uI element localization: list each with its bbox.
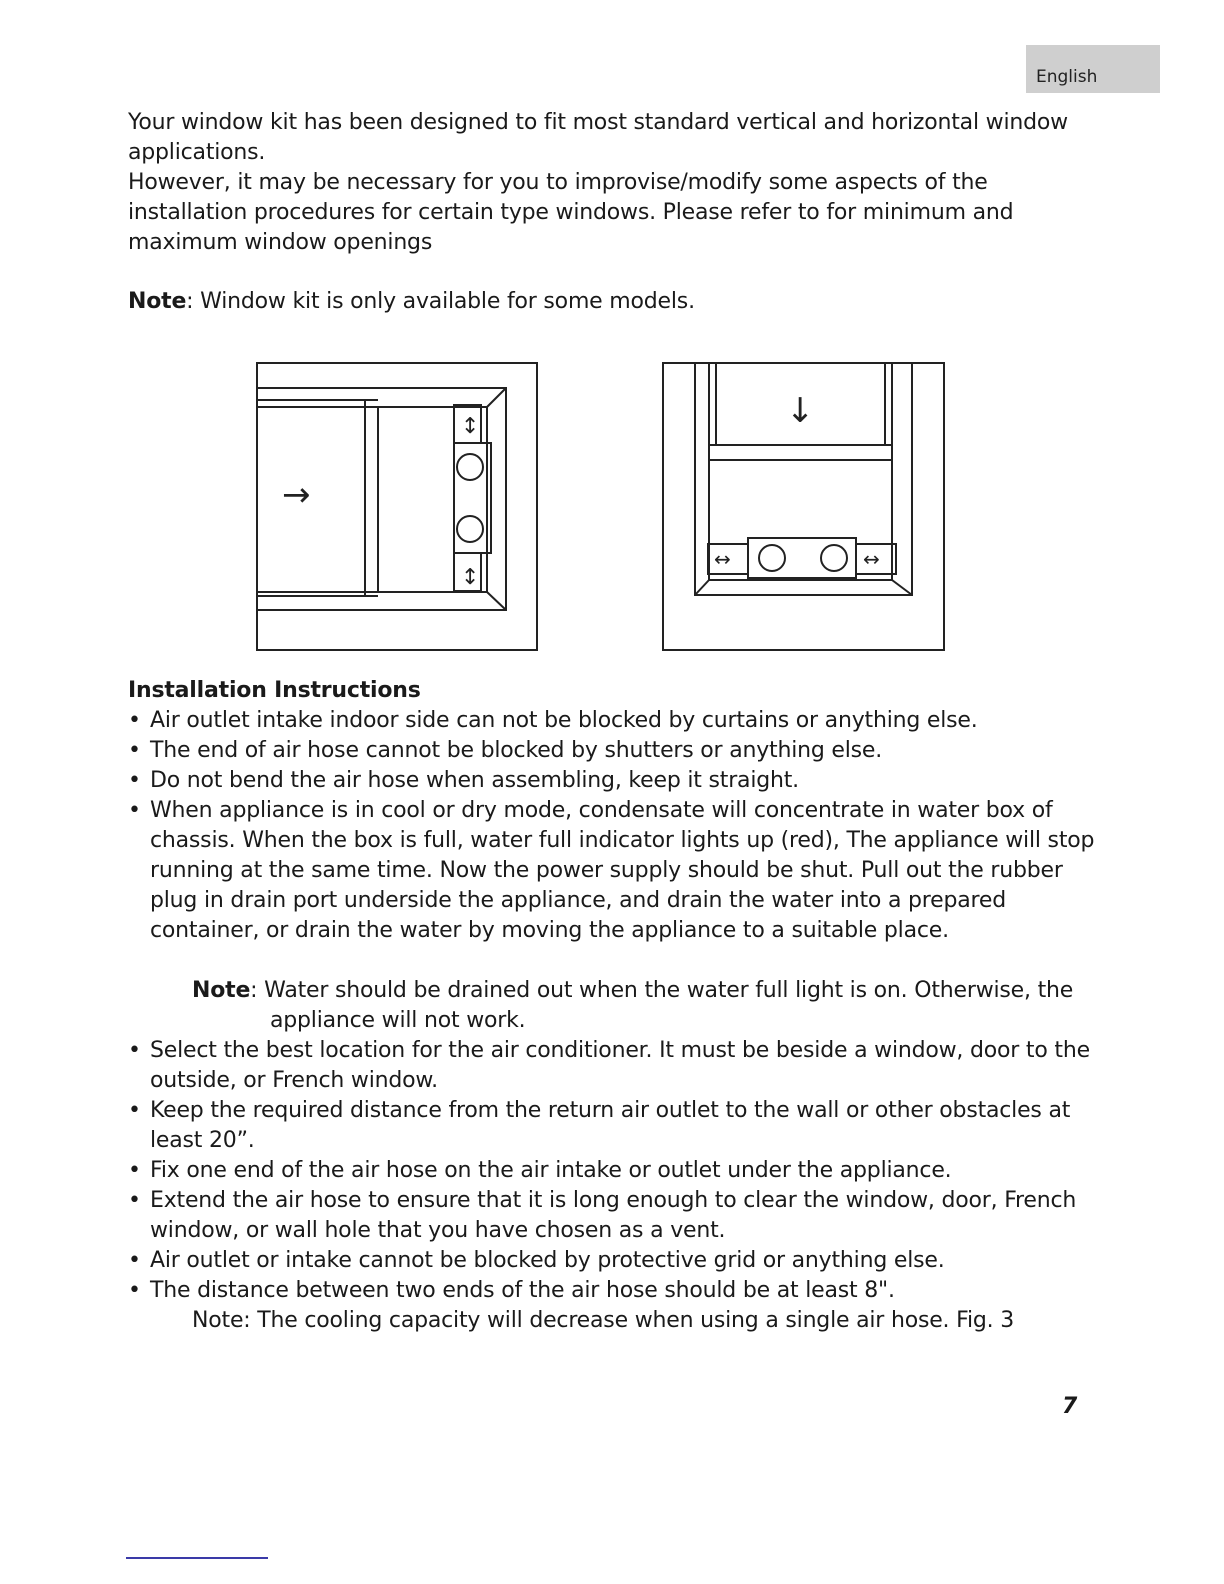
water-note-continuation: appliance will not work. (270, 1008, 526, 1033)
down-arrow-icon: ↓ (786, 391, 815, 431)
list-item: • Extend the air hose to ensure that it is long enough to clear the window, door, French window, or wall hole that you have chosen as a vent. (128, 1186, 1108, 1246)
language-tab-label: English (1036, 67, 1098, 87)
inner-frame-bevel-top (487, 388, 506, 407)
vertical-arrow-icon-top: ↕ (461, 414, 480, 439)
intro-paragraph (128, 108, 1098, 258)
window-kit-panel-middle (748, 538, 856, 578)
instructions-title: Installation Instructions (128, 678, 421, 703)
list-item: • Fix one end of the air hose on the air intake or outlet under the appliance. (128, 1156, 1108, 1186)
hose-port-right (821, 545, 847, 571)
footer-rule (126, 1557, 268, 1559)
list-item: • The end of air hose cannot be blocked by shutters or anything else. (128, 736, 1108, 766)
water-note-text: : Water should be drained out when the water full light is on. Otherwise, the (250, 978, 1074, 1003)
intro-line-2: However, it may be necessary for you to improvise/modify some aspects of the installation procedures for certain type windows. Please refer to for minimum and maximum window openings (128, 170, 1014, 255)
list-item: • Air outlet intake indoor side can not be blocked by curtains or anything else. (128, 706, 1108, 736)
installation-instructions (128, 676, 1108, 1336)
inner-frame-bevel-bottom (487, 592, 506, 610)
right-arrow-icon: → (282, 475, 311, 515)
list-item: • The distance between two ends of the air hose should be at least 8". (128, 1276, 1108, 1306)
page-number: 7 (1062, 1394, 1078, 1419)
water-drain-note (128, 976, 1108, 1036)
intro-line-1: Your window kit has been designed to fit most standard vertical and horizontal window applications. (128, 110, 1068, 165)
list-item: • Keep the required distance from the return air outlet to the wall or other obstacles at least 20”. (128, 1096, 1108, 1156)
vertical-arrow-icon-bottom: ↕ (461, 565, 480, 590)
language-tab (1026, 45, 1160, 93)
list-item: • Air outlet or intake cannot be blocked by protective grid or anything else. (128, 1246, 1108, 1276)
hose-port-left (759, 545, 785, 571)
sash-mullion (365, 407, 378, 592)
inner-frame-bevel-right (892, 580, 912, 595)
sliding-sash (257, 400, 365, 596)
hose-port-top (457, 454, 483, 480)
bullet-list-b (128, 1036, 1108, 1306)
window-kit-note (128, 287, 1098, 317)
note-label: Note (128, 289, 187, 314)
hose-port-bottom (457, 516, 483, 542)
list-item: • When appliance is in cool or dry mode, condensate will concentrate in water box of chassis. When the box is full, water full indicator lights up (red), The appliance will stop running at the same time. Now the power supply should be shut. Pull out the rubber plug in drain port underside the appliance, and drain the water into a prepared container, or drain the water by moving the appliance to a suitable place. (128, 796, 1108, 946)
cooling-capacity-note: Note: The cooling capacity will decrease when using a single air hose. Fig. 3 (192, 1308, 1015, 1333)
bullet-list-a (128, 706, 1108, 946)
vertical-window-diagram (662, 362, 945, 651)
horizontal-arrow-icon-left: ↔ (714, 547, 731, 571)
sash-rail (709, 445, 892, 460)
list-item: • Do not bend the air hose when assembling, keep it straight. (128, 766, 1108, 796)
inner-frame-bevel-left (695, 580, 709, 595)
list-item: • Select the best location for the air conditioner. It must be beside a window, door to the outside, or French window. (128, 1036, 1108, 1096)
note-text: : Window kit is only available for some models. (186, 289, 695, 314)
water-note-label: Note (192, 978, 251, 1003)
horizontal-arrow-icon-right: ↔ (863, 547, 880, 571)
horizontal-window-diagram (256, 362, 538, 651)
